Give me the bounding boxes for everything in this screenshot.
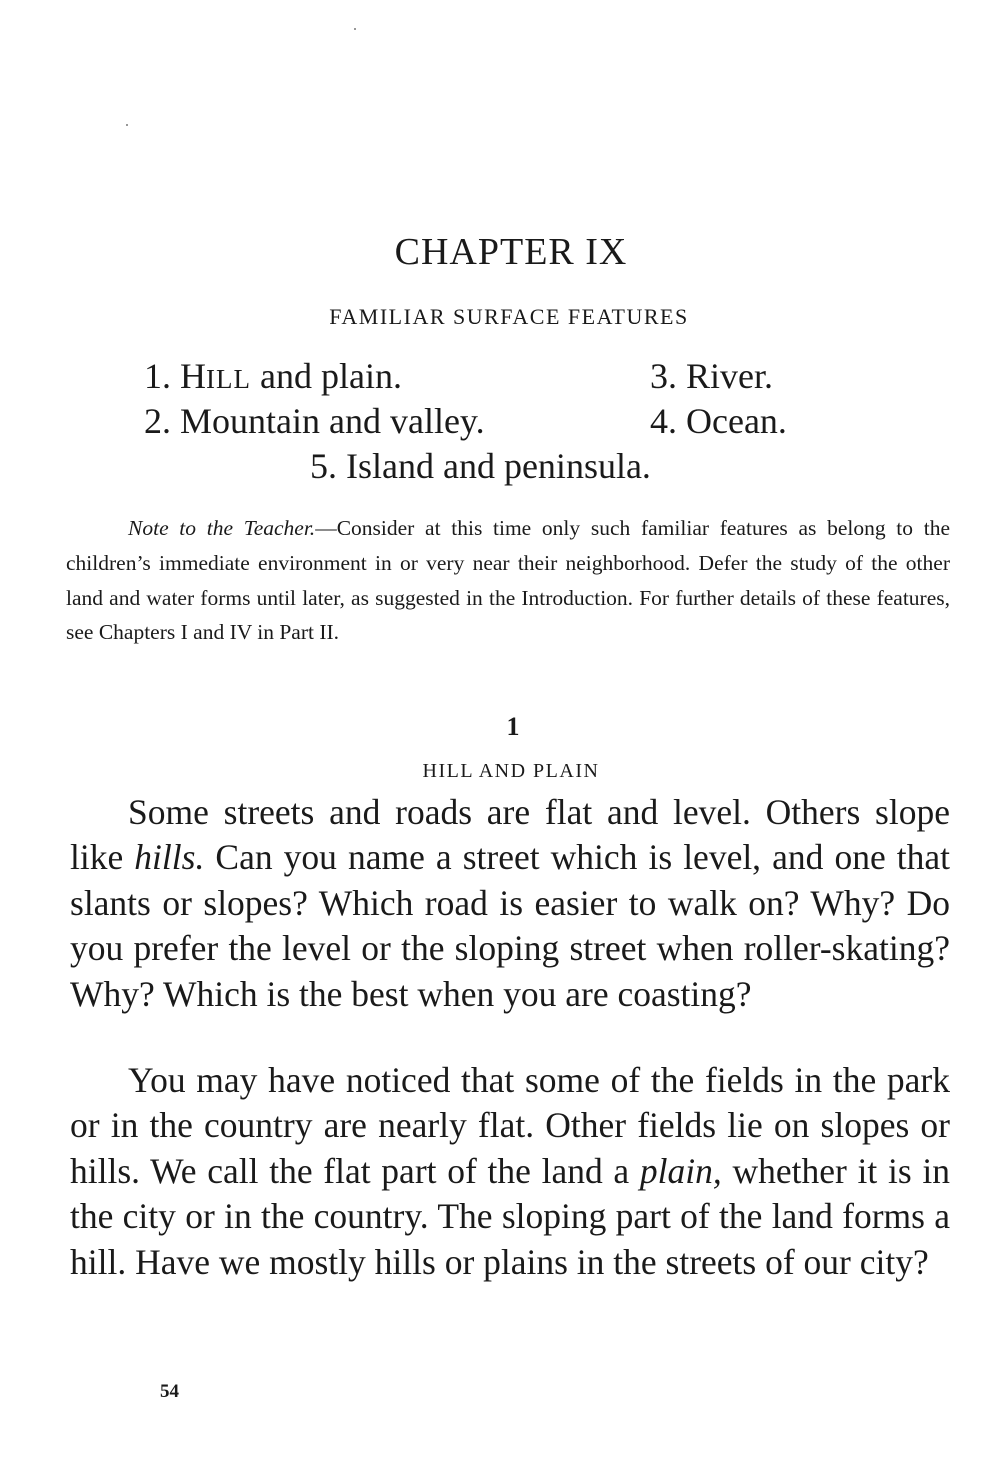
outline-item-1 [144, 358, 402, 394]
print-speck [354, 28, 356, 30]
outline-text: Island and peninsula. [346, 446, 651, 486]
teacher-note-label: Note to the Teacher. [128, 516, 316, 540]
teacher-note [66, 511, 950, 650]
paragraph-italic-term: hills. [134, 837, 205, 878]
print-speck [126, 124, 128, 126]
body-paragraph-1 [70, 790, 950, 1017]
chapter-subtitle: FAMILIAR SURFACE FEATURES [329, 304, 689, 329]
outline-initial: H [180, 356, 206, 396]
outline-number: 3. [650, 356, 677, 396]
paragraph-text: Some streets and roads are flat and level. Others slope like [70, 792, 950, 878]
outline-text: Mountain and valley. [180, 401, 485, 441]
chapter-title: CHAPTER IX [394, 231, 628, 273]
paragraph-text: Can you name a street which is level, and one that slants or slopes? Which road is easier to walk on? Why? Do you prefer the level or the sloping street when roller-skating? Why? Which is the best when you are coasting? [70, 837, 950, 1014]
paragraph-text: whether it is in the city or in the country. The sloping part of the land forms a hill. Have we mostly hills or plains in the streets of our city? [70, 1150, 951, 1282]
outline-item-5 [310, 448, 651, 484]
paragraph-italic-term: plain, [639, 1150, 722, 1191]
body-paragraph-2 [70, 1058, 950, 1285]
outline-number: 2. [144, 401, 171, 441]
paragraph-text: You may have noticed that some of the fields in the park or in the country are nearly flat. Other fields lie on slopes or hills. We call the flat part of the land a [70, 1060, 950, 1191]
teacher-note-text: —Consider at this time only such familiar features as belong to the children’s immediate environment in or very near their neighborhood. Defer the study of the other land and water forms until later, as suggested in the Introduction. For further details of these features, see Chapters I and IV in Part II. [66, 516, 950, 645]
outline-text: and plain. [250, 356, 402, 396]
page-number: 54 [160, 1381, 179, 1402]
outline-item-4 [650, 403, 787, 439]
outline-number: 5. [310, 446, 337, 486]
outline-number: 1. [144, 356, 171, 396]
outline-item-3 [650, 358, 773, 394]
outline-text: Ocean. [686, 401, 787, 441]
outline-small-caps: ILL [206, 364, 251, 394]
outline-number: 4. [650, 401, 677, 441]
outline-text: River. [686, 356, 773, 396]
outline-item-2 [144, 403, 485, 439]
section-title: HILL AND PLAIN [422, 760, 600, 782]
section-number: 1 [506, 712, 520, 741]
